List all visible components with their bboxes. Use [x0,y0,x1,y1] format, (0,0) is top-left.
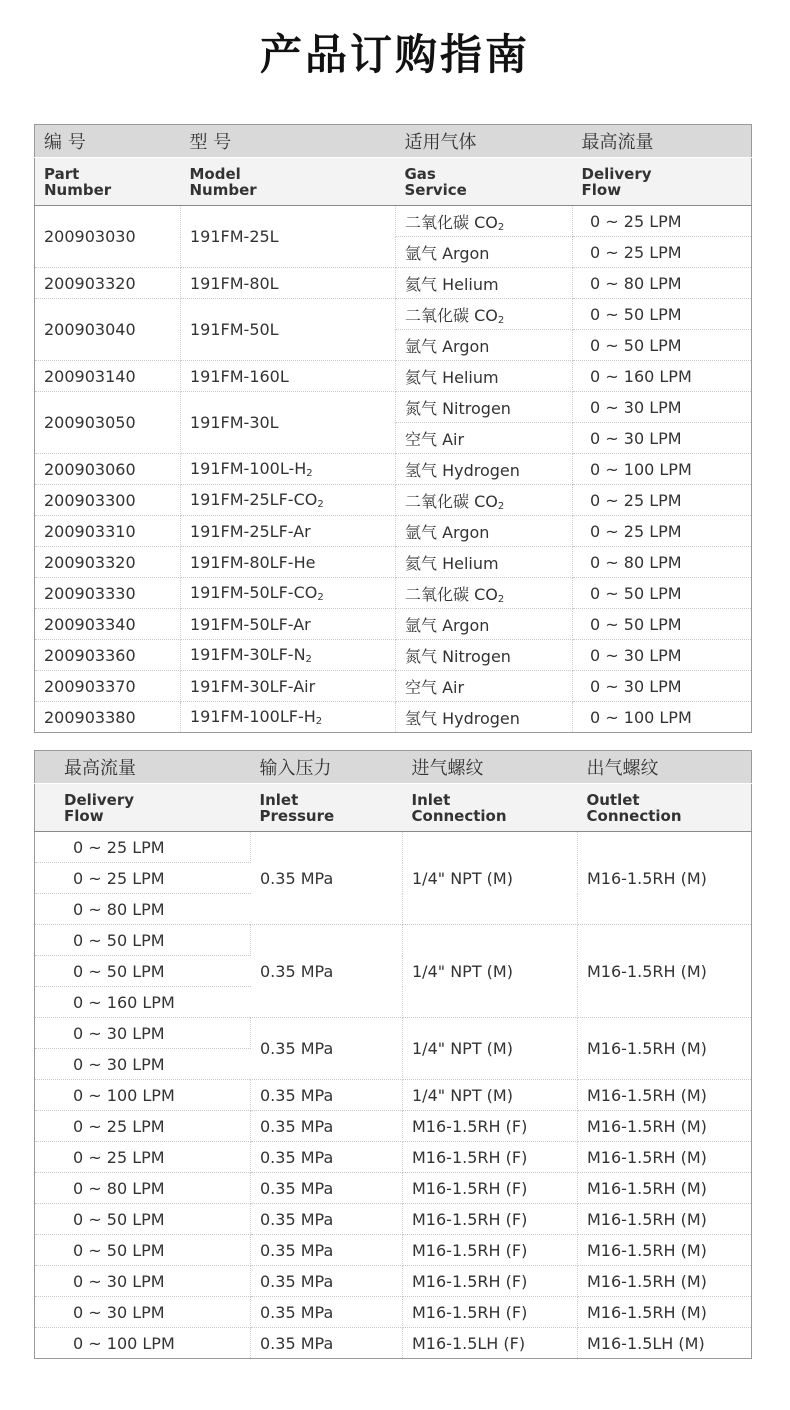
header-inlet-cn: 进气螺纹 [403,751,578,784]
inlet-connection-cell: M16-1.5RH (F) [403,1142,578,1173]
part-number-cell: 200903030 [35,206,181,268]
page-title: 产品订购指南 [259,30,530,79]
gas-service-cell: 氦气 Helium [396,268,573,299]
gas-service-cell: 氩气 Argon [396,609,573,640]
gas-service-cell: 二氧化碳 $CO_2$ [396,485,573,516]
gas-service-cell: 氩气 Argon [396,237,573,268]
table-row [35,392,752,423]
table-row [35,671,752,702]
table-row [35,1235,752,1266]
delivery-flow-cell: 0 ~ 100 LPM [573,454,752,485]
table-row [35,1328,752,1359]
header-outlet-cn: 出气螺纹 [578,751,752,784]
table-row [35,1297,752,1328]
delivery-flow-cell: 0 ~ 50 LPM [573,330,752,361]
header-part-cn: 编 号 [35,125,181,158]
inlet-connection-cell: M16-1.5RH (F) [403,1111,578,1142]
model-number-cell: 191FM-80LF-He [181,547,396,578]
table-row [35,206,752,237]
delivery-flow-cell: 0 ~ 160 LPM [35,987,251,1018]
inlet-pressure-cell: 0.35 MPa [251,925,403,1018]
inlet-pressure-cell: 0.35 MPa [251,1018,403,1080]
inlet-pressure-cell: 0.35 MPa [251,1080,403,1111]
header-flow-en: Delivery Flow [573,158,752,206]
header-pressure-en: Inlet Pressure [251,784,403,832]
header-flow-cn: 最高流量 [573,125,752,158]
outlet-connection-cell: M16-1.5RH (M) [578,1297,752,1328]
table2-header-en [35,784,752,832]
inlet-connection-cell: 1/4" NPT (M) [403,1080,578,1111]
part-number-cell: 200903340 [35,609,181,640]
table-row [35,702,752,733]
inlet-connection-cell: M16-1.5LH (F) [403,1328,578,1359]
model-number-cell: 191FM-30LF-Air [181,671,396,702]
delivery-flow-cell: 0 ~ 25 LPM [573,516,752,547]
outlet-connection-cell: M16-1.5RH (M) [578,1173,752,1204]
inlet-pressure-cell: 0.35 MPa [251,1266,403,1297]
delivery-flow-cell: 0 ~ 100 LPM [590,707,692,727]
gas-service-cell: 氮气 Nitrogen [396,640,573,671]
outlet-connection-cell: M16-1.5RH (M) [578,1111,752,1142]
model-number-cell: 191FM-160L [181,361,396,392]
outlet-connection-cell: M16-1.5LH (M) [587,1333,705,1353]
delivery-flow-cell: 0 ~ 25 LPM [35,832,251,863]
outlet-connection-cell: M16-1.5RH (M) [578,1142,752,1173]
header-model-en: Model Number [181,158,396,206]
gas-service-cell: 二氧化碳 $CO_2$ [396,206,573,237]
delivery-flow-cell: 0 ~ 100 LPM [35,1080,251,1111]
gas-service-cell: 二氧化碳 $CO_2$ [396,299,573,330]
table-row [35,1080,752,1111]
gas-service-cell: 二氧化碳 $CO_2$ [396,578,573,609]
table-row [35,1142,752,1173]
model-number-cell: 191FM-50LF-Ar [181,609,396,640]
part-number-cell: 200903310 [35,516,181,547]
delivery-flow-cell: 0 ~ 160 LPM [573,361,752,392]
part-number-cell: 200903300 [35,485,181,516]
part-number-cell: 200903360 [35,640,181,671]
header-part-en: Part Number [35,158,181,206]
table-row [35,640,752,671]
gas-service-cell: 氩气 Argon [396,516,573,547]
table2-body [35,832,752,1359]
inlet-pressure-cell: 0.35 MPa [251,1142,403,1173]
outlet-connection-cell: M16-1.5RH (M) [578,832,752,925]
gas-service-cell: 空气 Air [396,423,573,454]
table-row [35,1204,752,1235]
model-number-cell: $191FM-25LF-CO_2$ [181,485,396,516]
model-number-cell: 191FM-25LF-Ar [181,516,396,547]
table1-header-cn [35,125,752,158]
table-row [35,485,752,516]
model-number-cell: $191FM-100L-H_2$ [181,454,396,485]
delivery-flow-cell: 0 ~ 50 LPM [573,609,752,640]
delivery-flow-cell: 0 ~ 50 LPM [573,299,752,330]
model-number-cell: 191FM-50L [181,299,396,361]
part-number-cell: 200903330 [35,578,181,609]
inlet-pressure-cell: 0.35 MPa [251,832,403,925]
ordering-table-models [34,124,752,733]
part-number-cell: 200903380 [35,702,181,733]
gas-service-cell: 氢气 Hydrogen [396,454,573,485]
part-number-cell: 200903140 [35,361,181,392]
header-gas-en: Gas Service [396,158,573,206]
delivery-flow-cell: 0 ~ 30 LPM [35,1297,251,1328]
delivery-flow-cell: 0 ~ 50 LPM [35,1235,251,1266]
table-row [35,1173,752,1204]
gas-service-cell: 氮气 Nitrogen [396,392,573,423]
model-number-cell: $191FM-50LF-CO_2$ [181,578,396,609]
model-number-cell: 191FM-25L [181,206,396,268]
table-row [35,547,752,578]
ordering-table-connections [34,750,752,1359]
delivery-flow-cell: 0 ~ 25 LPM [573,237,752,268]
outlet-connection-cell: M16-1.5RH (M) [578,1235,752,1266]
header-model-cn: 型 号 [181,125,396,158]
delivery-flow-cell: 0 ~ 50 LPM [573,578,752,609]
header-pressure-cn: 输入压力 [251,751,403,784]
delivery-flow-cell: 0 ~ 30 LPM [35,1018,251,1049]
gas-service-cell: 氦气 Helium [396,361,573,392]
inlet-pressure-cell: 0.35 MPa [251,1328,403,1359]
model-number-cell: 191FM-30L [181,392,396,454]
table1-body [35,206,752,733]
outlet-connection-cell: M16-1.5RH (M) [578,1018,752,1080]
gas-service-cell: 氩气 Argon [396,330,573,361]
delivery-flow-cell: 0 ~ 25 LPM [35,1142,251,1173]
inlet-connection-cell: M16-1.5RH (F) [403,1173,578,1204]
inlet-pressure-cell: 0.35 MPa [251,1297,403,1328]
inlet-pressure-cell: 0.35 MPa [251,1173,403,1204]
model-number-cell: $191FM-30LF-N_2$ [181,640,396,671]
delivery-flow-cell: 0 ~ 30 LPM [35,1049,251,1080]
table-row [35,609,752,640]
table-row [35,578,752,609]
outlet-connection-cell: M16-1.5RH (M) [578,925,752,1018]
part-number-cell: 200903370 [35,671,181,702]
delivery-flow-cell: 0 ~ 30 LPM [573,392,752,423]
inlet-connection-cell: M16-1.5RH (F) [403,1204,578,1235]
model-number-cell: $191FM-100LF-H_2$ [181,702,396,733]
outlet-connection-cell: M16-1.5RH (M) [578,1080,752,1111]
table-row [35,454,752,485]
inlet-connection-cell: 1/4" NPT (M) [403,832,578,925]
delivery-flow-cell: 0 ~ 80 LPM [573,547,752,578]
delivery-flow-cell: 0 ~ 80 LPM [573,268,752,299]
delivery-flow-cell: 0 ~ 25 LPM [35,863,251,894]
table-row [35,1266,752,1297]
table-row [35,516,752,547]
header-flow-cn: 最高流量 [35,751,251,784]
model-number-cell: 191FM-80L [181,268,396,299]
inlet-pressure-cell: 0.35 MPa [251,1204,403,1235]
header-outlet-en: Outlet Connection [578,784,752,832]
table-row [35,832,752,863]
delivery-flow-cell: 0 ~ 25 LPM [35,1111,251,1142]
gas-service-cell: 氦气 Helium [396,547,573,578]
delivery-flow-cell: 0 ~ 25 LPM [573,206,752,237]
header-gas-cn: 适用气体 [396,125,573,158]
delivery-flow-cell: 0 ~ 25 LPM [573,485,752,516]
inlet-pressure-cell: 0.35 MPa [251,1111,403,1142]
delivery-flow-cell: 0 ~ 50 LPM [35,956,251,987]
outlet-connection-cell: M16-1.5RH (M) [578,1204,752,1235]
part-number-cell: 200903320 [35,547,181,578]
table-row [35,1111,752,1142]
part-number-cell: 200903320 [35,268,181,299]
delivery-flow-cell: 0 ~ 80 LPM [35,1173,251,1204]
header-flow-en: Delivery Flow [35,784,251,832]
delivery-flow-cell: 0 ~ 30 LPM [573,640,752,671]
table-row [35,361,752,392]
delivery-flow-cell: 0 ~ 80 LPM [35,894,251,925]
gas-service-cell: 氢气 Hydrogen [396,702,573,733]
table1-header-en [35,158,752,206]
part-number-cell: 200903060 [35,454,181,485]
part-number-cell: 200903050 [35,392,181,454]
gas-service-cell: 空气 Air [396,671,573,702]
delivery-flow-cell: 0 ~ 100 LPM [35,1328,251,1359]
table-row [35,925,752,956]
delivery-flow-cell: 0 ~ 50 LPM [35,1204,251,1235]
inlet-connection-cell: M16-1.5RH (F) [403,1235,578,1266]
inlet-connection-cell: 1/4" NPT (M) [403,925,578,1018]
outlet-connection-cell: M16-1.5RH (M) [578,1266,752,1297]
table2-header-cn [35,751,752,784]
inlet-connection-cell: M16-1.5RH (F) [403,1266,578,1297]
header-inlet-en: Inlet Connection [403,784,578,832]
table-row [35,268,752,299]
delivery-flow-cell: 0 ~ 30 LPM [35,1266,251,1297]
delivery-flow-cell: 0 ~ 50 LPM [35,925,251,956]
table-row [35,299,752,330]
table-row [35,1018,752,1049]
delivery-flow-cell: 0 ~ 30 LPM [573,423,752,454]
inlet-connection-cell: 1/4" NPT (M) [403,1018,578,1080]
inlet-connection-cell: M16-1.5RH (F) [403,1297,578,1328]
delivery-flow-cell: 0 ~ 30 LPM [573,671,752,702]
inlet-pressure-cell: 0.35 MPa [251,1235,403,1266]
part-number-cell: 200903040 [35,299,181,361]
